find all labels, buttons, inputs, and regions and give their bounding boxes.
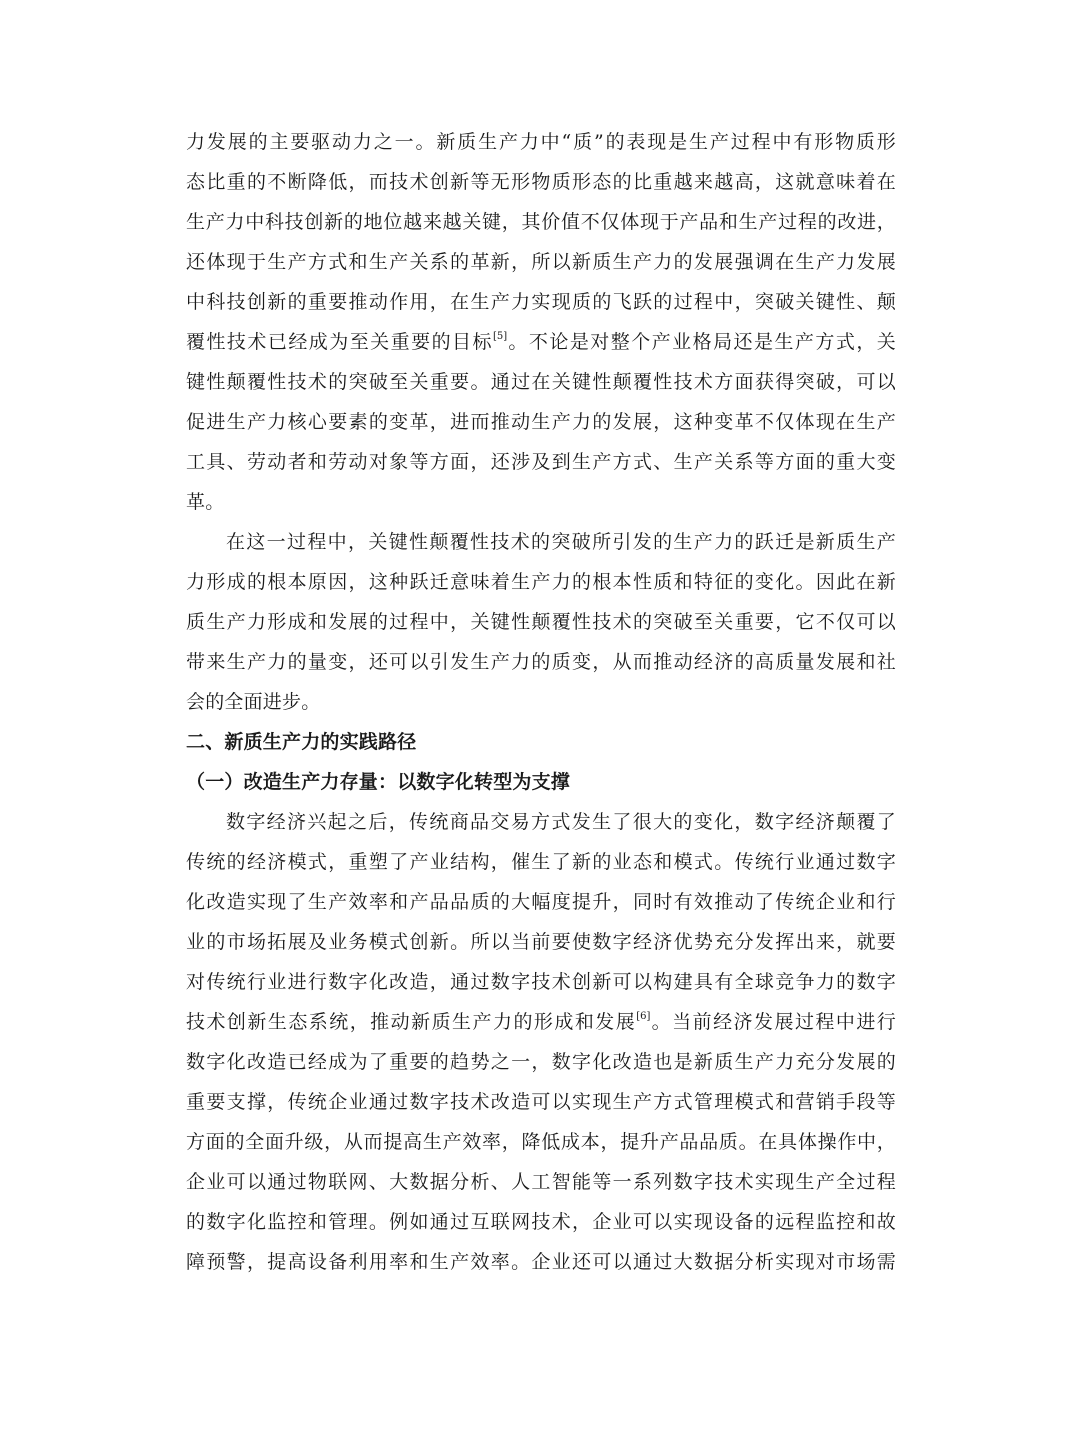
text-line bbox=[186, 442, 896, 482]
text-line bbox=[186, 1242, 896, 1282]
line-text: 革。 bbox=[186, 491, 225, 513]
text-line bbox=[186, 242, 896, 282]
line-text: 中科技创新的重要推动作用，在生产力实现质的飞跃的过程中，突破关键性、颠 bbox=[186, 291, 896, 313]
line-text: 化改造实现了生产效率和产品品质的大幅度提升，同时有效推动了传统企业和行 bbox=[186, 891, 896, 913]
text-line bbox=[186, 602, 896, 642]
line-text: 促进生产力核心要素的变革，进而推动生产力的发展，这种变革不仅体现在生产 bbox=[186, 411, 896, 433]
text-line bbox=[186, 882, 896, 922]
text-line bbox=[186, 402, 896, 442]
text-line bbox=[186, 122, 896, 162]
line-text: 在这一过程中，关键性颠覆性技术的突破所引发的生产力的跃迁是新质生产 bbox=[226, 531, 896, 553]
line-text-continued: 。不论是对整个产业格局还是生产方式，关 bbox=[507, 331, 896, 353]
text-line bbox=[186, 842, 896, 882]
line-text: 障预警，提高设备利用率和生产效率。企业还可以通过大数据分析实现对市场需 bbox=[186, 1251, 896, 1273]
section-heading bbox=[186, 762, 896, 802]
line-text: 生产力中科技创新的地位越来越关键，其价值不仅体现于产品和生产过程的改进， bbox=[186, 211, 896, 233]
line-text: 键性颠覆性技术的突破至关重要。通过在关键性颠覆性技术方面获得突破，可以 bbox=[186, 371, 896, 393]
citation-superscript: [5] bbox=[492, 331, 508, 342]
text-line bbox=[186, 962, 896, 1002]
citation-superscript: [6] bbox=[636, 1011, 651, 1022]
text-line bbox=[186, 362, 896, 402]
line-text: 业的市场拓展及业务模式创新。所以当前要使数字经济优势充分发挥出来，就要 bbox=[186, 931, 896, 953]
line-text: 数字化改造已经成为了重要的趋势之一，数字化改造也是新质生产力充分发展的 bbox=[186, 1051, 896, 1073]
text-line bbox=[186, 1042, 896, 1082]
text-line bbox=[186, 482, 896, 522]
line-text: 还体现于生产方式和生产关系的革新，所以新质生产力的发展强调在生产力发展 bbox=[186, 251, 896, 273]
text-line bbox=[186, 802, 896, 842]
line-text: 对传统行业进行数字化改造，通过数字技术创新可以构建具有全球竞争力的数字 bbox=[186, 971, 896, 993]
text-line bbox=[186, 682, 896, 722]
text-line bbox=[186, 1122, 896, 1162]
text-line bbox=[186, 162, 896, 202]
text-line bbox=[186, 522, 896, 562]
text-line bbox=[186, 642, 896, 682]
line-text: 态比重的不断降低，而技术创新等无形物质形态的比重越来越高，这就意味着在 bbox=[186, 171, 896, 193]
text-line bbox=[186, 282, 896, 322]
text-line bbox=[186, 322, 896, 362]
section-heading bbox=[186, 722, 896, 762]
line-text: 企业可以通过物联网、大数据分析、人工智能等一系列数字技术实现生产全过程 bbox=[186, 1171, 896, 1193]
line-text: 方面的全面升级，从而提高生产效率，降低成本，提升产品品质。在具体操作中， bbox=[186, 1131, 896, 1153]
text-line bbox=[186, 562, 896, 602]
line-text: 覆性技术已经成为至关重要的目标 bbox=[186, 331, 493, 353]
line-text: 技术创新生态系统，推动新质生产力的形成和发展 bbox=[186, 1011, 637, 1033]
document-page bbox=[186, 122, 896, 1282]
text-line bbox=[186, 1002, 896, 1042]
line-text: 力发展的主要驱动力之一。新质生产力中“质”的表现是生产过程中有形物质形 bbox=[186, 131, 896, 153]
line-text: 数字经济兴起之后，传统商品交易方式发生了很大的变化，数字经济颠覆了 bbox=[226, 811, 896, 833]
line-text: 二、新质生产力的实践路径 bbox=[186, 731, 417, 753]
text-line bbox=[186, 1162, 896, 1202]
line-text: 的数字化监控和管理。例如通过互联网技术，企业可以实现设备的远程监控和故 bbox=[186, 1211, 896, 1233]
line-text: （一）改造生产力存量：以数字化转型为支撑 bbox=[186, 771, 571, 793]
line-text: 质生产力形成和发展的过程中，关键性颠覆性技术的突破至关重要，它不仅可以 bbox=[186, 611, 896, 633]
text-line bbox=[186, 922, 896, 962]
text-line bbox=[186, 1082, 896, 1122]
line-text: 力形成的根本原因，这种跃迁意味着生产力的根本性质和特征的变化。因此在新 bbox=[186, 571, 896, 593]
line-text: 带来生产力的量变，还可以引发生产力的质变，从而推动经济的高质量发展和社 bbox=[186, 651, 896, 673]
line-text: 会的全面进步。 bbox=[186, 691, 321, 713]
text-line bbox=[186, 202, 896, 242]
text-line bbox=[186, 1202, 896, 1242]
line-text-continued: 。当前经济发展过程中进行 bbox=[650, 1011, 897, 1033]
line-text: 工具、劳动者和劳动对象等方面，还涉及到生产方式、生产关系等方面的重大变 bbox=[186, 451, 896, 473]
line-text: 重要支撑，传统企业通过数字技术改造可以实现生产方式管理模式和营销手段等 bbox=[186, 1091, 896, 1113]
line-text: 传统的经济模式，重塑了产业结构，催生了新的业态和模式。传统行业通过数字 bbox=[186, 851, 896, 873]
